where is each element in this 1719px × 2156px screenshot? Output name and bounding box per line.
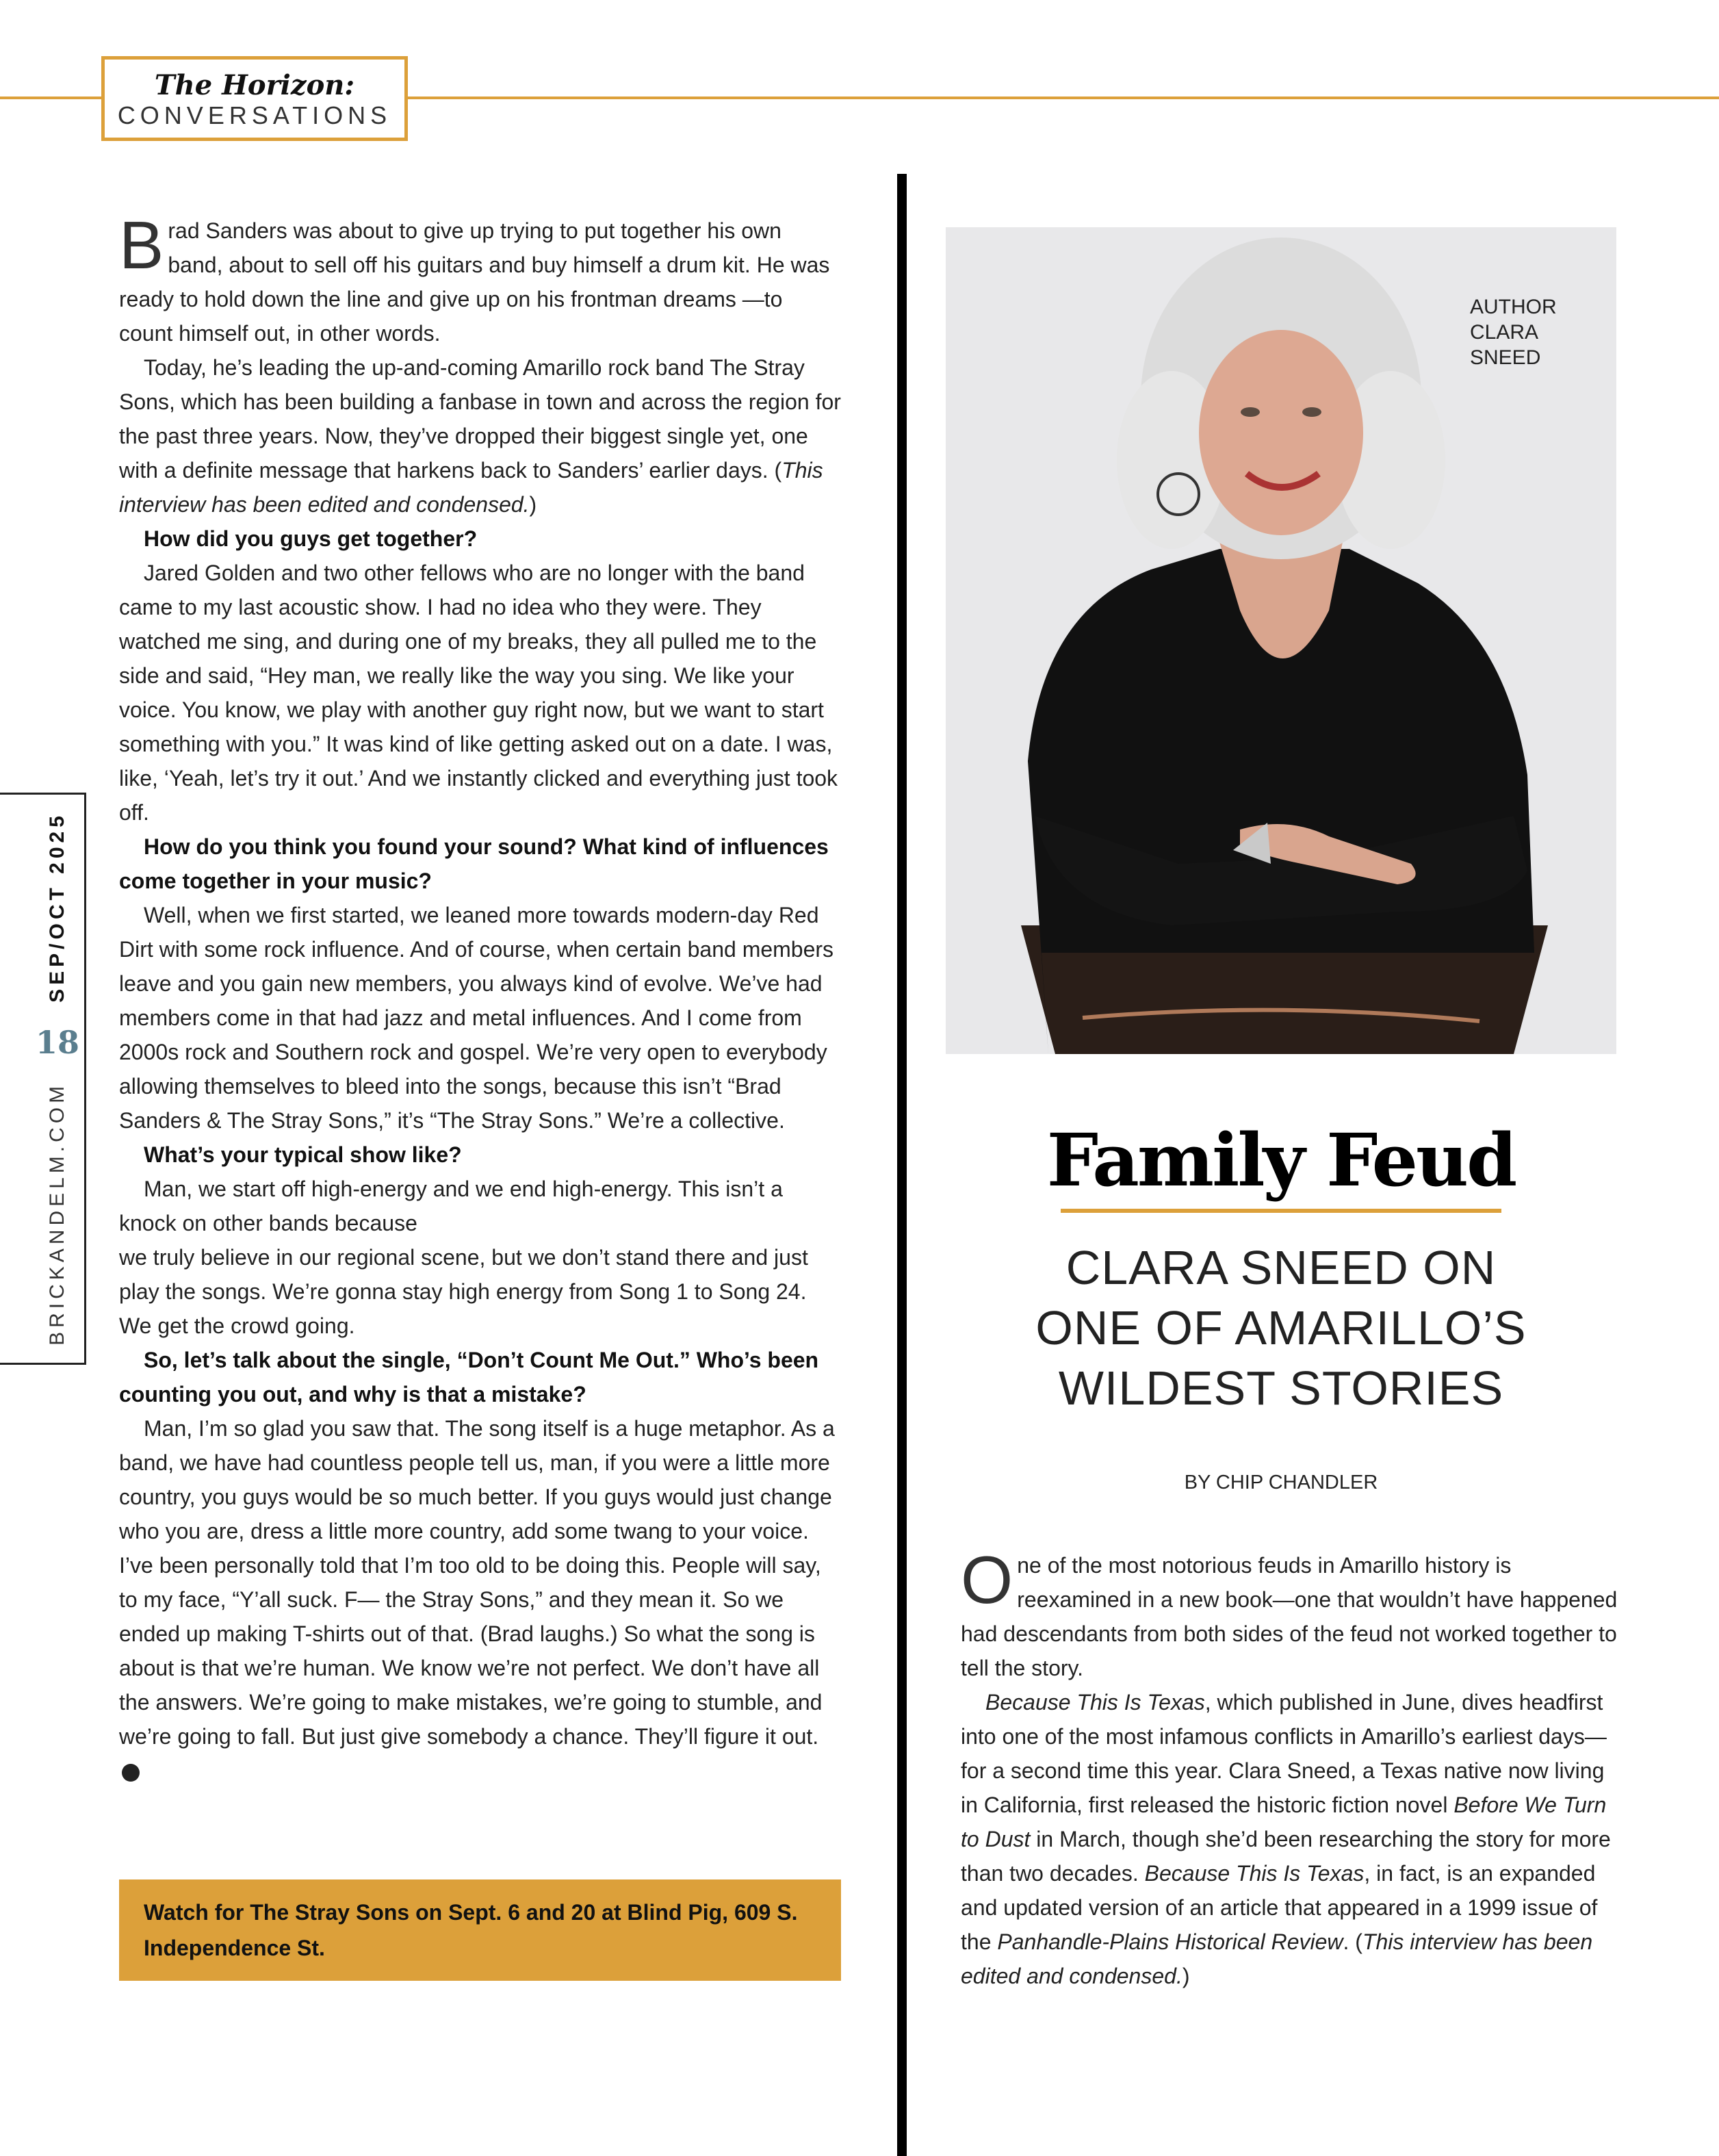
- answer: Man, we start off high-energy and we end high-energy. This isn’t a knock on other bands because: [119, 1177, 783, 1235]
- dek: CLARA SNEED ON ONE OF AMARILLO’S WILDEST STORIES: [1035, 1241, 1527, 1415]
- event-callout: Watch for The Stray Sons on Sept. 6 and 20 at Blind Pig, 609 S. Independence St.: [119, 1879, 841, 1981]
- feature-column: [961, 1542, 1618, 1993]
- answer-continued: we truly believe in our regional scene, but we don’t stand there and just play the songs. We’re gonna stay high energy from Song 1 to Song 24. We get the crowd going.: [119, 1245, 808, 1338]
- issue-date: SEP/OCT 2025: [46, 812, 68, 1003]
- answer: Jared Golden and two other fellows who are no longer with the band came to my last acoustic show. I had no idea who they were. They watched me sing, and during one of my breaks, they all pulled me to the side and said, “Hey man, we really like the way you sing. We like your voice. You know, we play with another guy right now, but we want to start something with you.” It was kind of like getting asked out on a date. I was, like, ‘Yeah, let’s try it out.’ And we instantly clicked and everything just took off.: [119, 561, 838, 825]
- answer: Man, I’m so glad you saw that. The song itself is a huge metaphor. As a band, we have had countless people tell us, man, if you were a little more country, you guys would be so much better. If you guys would just change who you are, dress a little more country, add some twang to your voice. I’ve been personally told that I’m too old to be doing this. People will say, to my face, “Y’all suck. F— the Stray Sons,” and they mean it. So we ended up making T-shirts out of that. (Brad laughs.) So what the song is about is that we’re human. We know we’re not perfect. We don’t have all the answers. We’re going to make mistakes, we’re going to stumble, and we’re going to fall. But just give somebody a chance. They’ll figure it out.: [119, 1411, 841, 1788]
- page-number: 18: [35, 1023, 80, 1061]
- intro-paragraph: Brad Sanders was about to give up trying to put together his own band, about to sell off his guitars and buy himself a drum kit. He was ready to hold down the line and give up on his frontman dreams —to count himself out, in other words.: [119, 207, 830, 346]
- section-tag: [101, 56, 408, 141]
- end-mark-icon: [122, 1764, 140, 1782]
- question: How did you guys get together?: [144, 526, 478, 551]
- photo-caption: AUTHOR CLARA SNEED: [1470, 296, 1557, 369]
- body-paragraph: One of the most notorious feuds in Amarillo history is reexamined in a new book—one that wouldn’t have happened had descendants from both sides of the feud not worked together to tell the story.: [961, 1542, 1618, 1680]
- column-divider: [897, 174, 907, 2156]
- question: So, let’s talk about the single, “Don’t Count Me Out.” Who’s been counting you out, and why is that a mistake?: [119, 1348, 819, 1407]
- byline: BY CHIP CHANDLER: [1184, 1472, 1378, 1493]
- question: How do you think you found your sound? What kind of influences come together in your music?: [119, 834, 829, 893]
- drop-cap: B: [119, 207, 164, 283]
- question: What’s your typical show like?: [144, 1142, 462, 1167]
- answer: Well, when we first started, we leaned more towards modern-day Red Dirt with some rock influence. And of course, when certain band members leave and you gain new members, you always kind of evolve. We’ve had members come in that had jazz and metal influences. And I come from 2000s rock and Southern rock and gospel. We’re very open to everybody allowing themselves to bleed into the songs, because this isn’t “Brad Sanders & The Stray Sons,” it’s “The Stray Sons.” We’re a collective.: [119, 903, 834, 1133]
- section-subtitle: CONVERSATIONS: [117, 101, 392, 129]
- body-paragraph: Because This Is Texas, which published in June, dives headfirst into one of the most infamous conflicts in Amarillo’s earliest days—for a second time this year. Clara Sneed, a Texas native now living in California, first released the historic fiction novel Before We Turn to Dust in March, though she’d been researching the story for more than two decades. Because This Is Texas, in fact, is an expanded and updated version of an article that appeared in a 1999 issue of the Panhandle-Plains Historical Review. (This interview has been edited and condensed.): [961, 1690, 1611, 1988]
- folio-site: BRICKANDELM.COM: [46, 1081, 68, 1346]
- headline-rule: [1061, 1209, 1501, 1213]
- drop-cap: O: [961, 1542, 1013, 1617]
- intro-paragraph-2: Today, he’s leading the up-and-coming Amarillo rock band The Stray Sons, which has been building a fanbase in town and across the region for the past three years. Now, they’ve dropped their biggest single yet, one with a definite message that harkens back to Sanders’ earlier days. (This interview has been edited and condensed.): [119, 355, 841, 517]
- interview-column: [119, 207, 841, 1788]
- headline: Family Feud: [1046, 1117, 1516, 1203]
- section-title: The Horizon:: [154, 69, 355, 101]
